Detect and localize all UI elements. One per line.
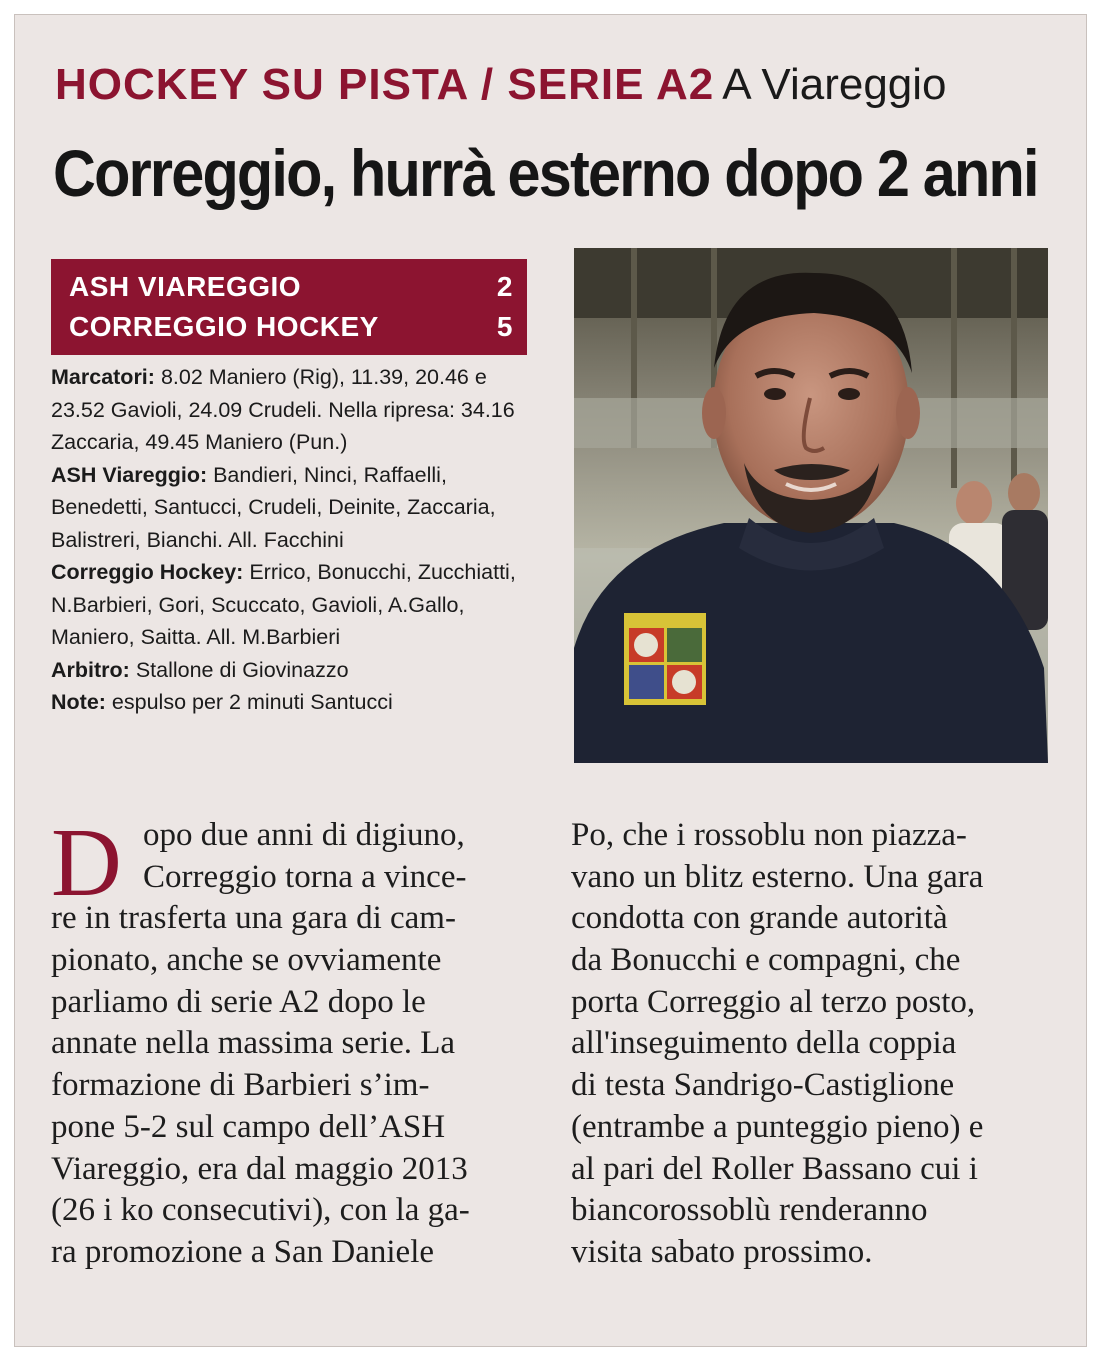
location-label: A Viareggio: [722, 60, 947, 109]
home-team-name: ASH VIAREGGIO: [69, 271, 302, 302]
article-line: all'inseguimento della coppia: [571, 1025, 957, 1062]
away-lineup-line: [51, 556, 529, 654]
score-row-away: [69, 307, 513, 347]
article-line: ra promozione a San Daniele: [51, 1233, 435, 1270]
scorers-label: Marcatori:: [51, 365, 155, 389]
away-lineup-text: Errico, Bonucchi, Zucchiatti, N.Barbieri, Gori, Scuccato, Gavioli, A.Gallo, Maniero, Saitta. All. M.Barbieri: [51, 560, 516, 649]
article-line: biancorossoblù renderanno: [571, 1192, 928, 1229]
article-line: pone 5-2 sul campo dell’ASH: [51, 1108, 446, 1145]
article-line: da Bonucchi e compagni, che: [571, 942, 961, 979]
article-line: (entrambe a punteggio pieno) e: [571, 1108, 984, 1145]
scorers-line: [51, 361, 529, 459]
article-line: al pari del Roller Bassano cui i: [571, 1150, 978, 1187]
notes-label: Note:: [51, 690, 106, 714]
article-line: porta Correggio al terzo posto,: [571, 983, 976, 1020]
home-lineup-label: ASH Viareggio:: [51, 462, 208, 487]
article-line: vano un blitz esterno. Una gara: [571, 858, 984, 895]
home-team-goals: 2: [496, 271, 513, 302]
article-line: re in trasferta una gara di cam-: [51, 900, 456, 937]
referee-text: Stallone di Giovinazzo: [135, 657, 349, 682]
article-column-2: [571, 815, 1051, 1274]
home-lineup-line: [51, 459, 529, 557]
article-line: (26 i ko consecutivi), con la ga-: [51, 1192, 470, 1229]
scoreboard: [51, 259, 527, 355]
notes-text: espulso per 2 minuti Santucci: [111, 690, 393, 714]
headline: Correggio, hurrà esterno dopo 2 anni: [53, 136, 1038, 210]
article-line: annate nella massima serie. La: [51, 1025, 456, 1062]
referee-line: [51, 654, 529, 687]
article-line: pionato, anche se ovviamente: [51, 942, 442, 979]
score-row-home: [69, 267, 513, 307]
drop-cap: D: [51, 809, 122, 917]
article-line: condotta con grande autorità: [571, 900, 948, 937]
away-lineup-label: Correggio Hockey:: [51, 560, 244, 584]
article-line: di testa Sandrigo-Castiglione: [571, 1067, 955, 1104]
away-team-name: CORREGGIO HOCKEY: [69, 311, 379, 342]
article-line: opo due anni di digiuno,: [143, 817, 465, 853]
scorers-text: 8.02 Maniero (Rig), 11.39, 20.46 e 23.52 Gavioli, 24.09 Crudeli. Nella ripresa: 34.16 Zaccaria, 49.45 Maniero (Pun.): [51, 365, 515, 454]
away-team-goals: 5: [496, 311, 513, 342]
coach-photo: [574, 248, 1048, 763]
article-line: Viareggio, era dal maggio 2013: [51, 1150, 468, 1187]
section-label: HOCKEY SU PISTA / SERIE A2: [55, 60, 715, 109]
article-line: Correggio torna a vince-: [143, 858, 467, 895]
coach-portrait-image: [574, 248, 1048, 763]
home-lineup-text: Bandieri, Ninci, Raffaelli, Benedetti, Santucci, Crudeli, Deinite, Zaccaria, Balistreri, Bianchi. All. Facchini: [51, 462, 496, 552]
newspaper-clipping: [14, 14, 1087, 1347]
article-column-1: [51, 809, 525, 1274]
referee-label: Arbitro:: [51, 657, 130, 682]
article-line: formazione di Barbieri s’im-: [51, 1067, 430, 1104]
article-line: visita sabato prossimo.: [571, 1233, 873, 1270]
notes-line: [51, 686, 529, 719]
section-kicker: [55, 59, 947, 111]
article-line: parliamo di serie A2 dopo le: [51, 983, 426, 1020]
article-line: Po, che i rossoblu non piazza-: [571, 817, 967, 853]
match-info: [51, 361, 529, 719]
